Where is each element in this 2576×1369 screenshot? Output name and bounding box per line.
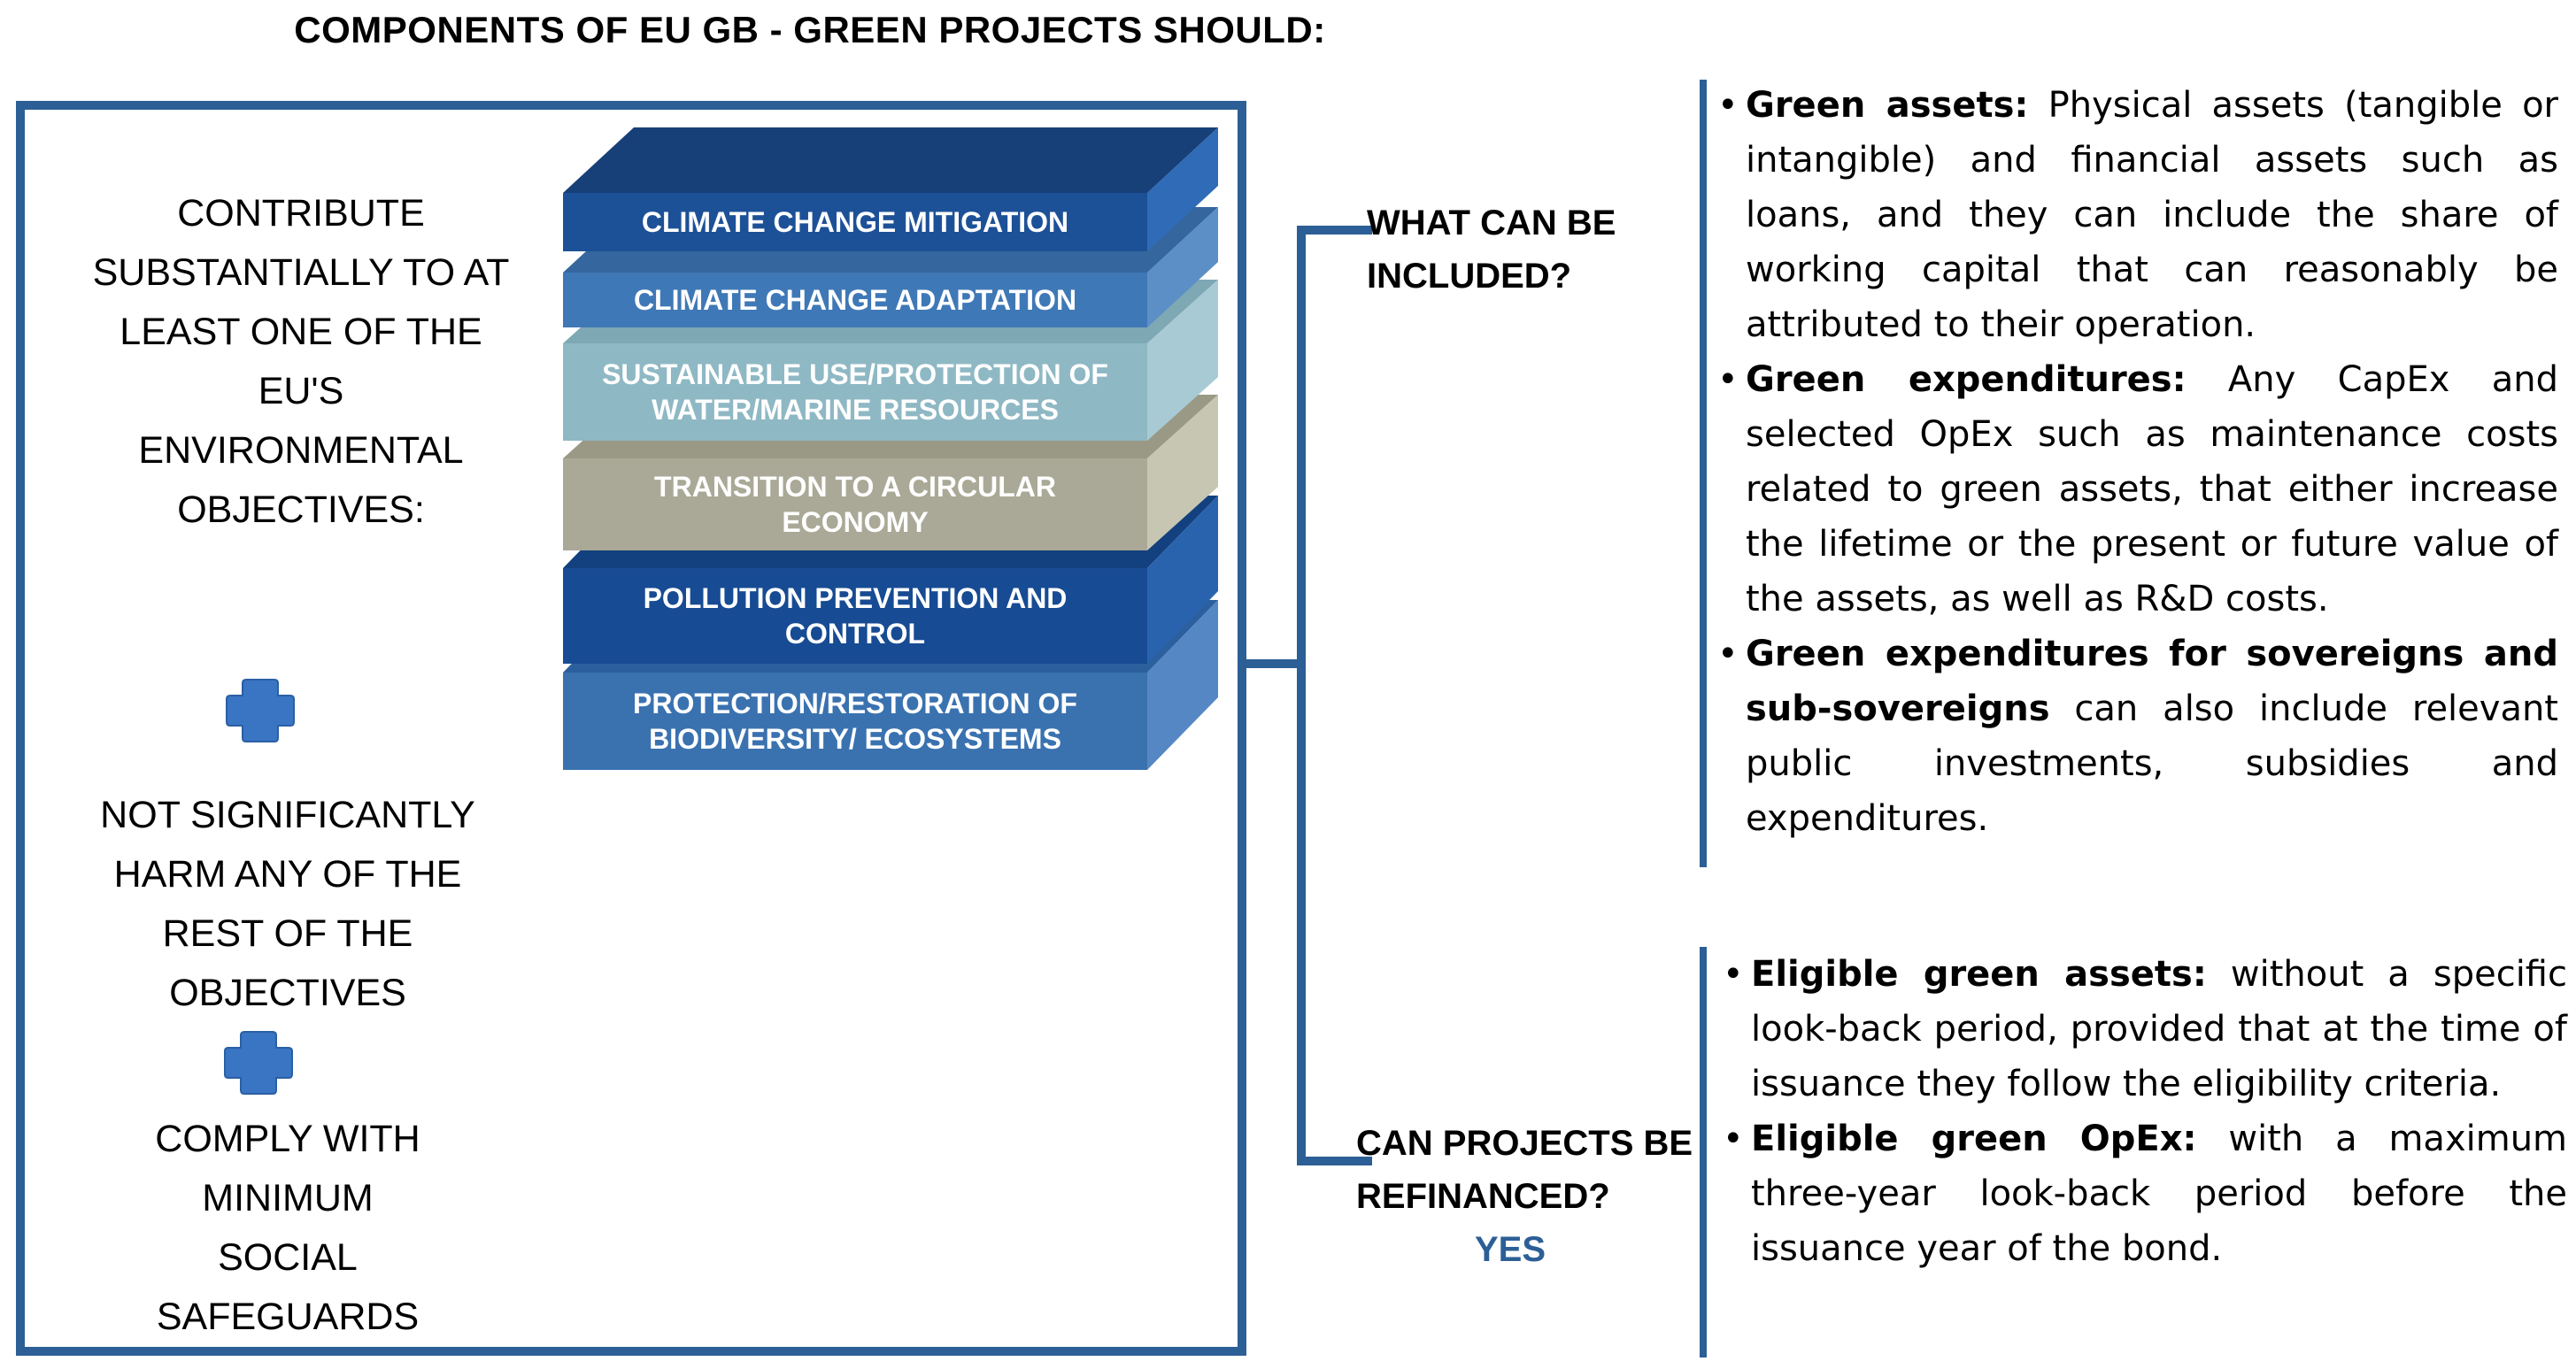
list-item: • Green assets: Physical assets (tangible or intangible) and financial assets such as loans, and they can include the share of working capital that can reasonably be attributed to their operation. — [1717, 78, 2558, 352]
objective-label: SUSTAINABLE USE/PROTECTION OF WATER/MARINE RESOURCES — [602, 358, 1108, 426]
refinance-list — [1723, 947, 2567, 1276]
refinanced-answer: YES — [1475, 1230, 1546, 1269]
included-rule — [1700, 80, 1707, 867]
plus-icon — [225, 676, 296, 745]
bracket-connector — [1239, 221, 1372, 1177]
plus-icon — [223, 1028, 294, 1097]
criterion-comply: COMPLY WITH MINIMUM SOCIAL SAFEGUARDS — [155, 1118, 420, 1338]
diagram-title: COMPONENTS OF EU GB - GREEN PROJECTS SHOULD: — [294, 9, 1326, 50]
objective-label: CLIMATE CHANGE ADAPTATION — [633, 284, 1077, 316]
objective-label: POLLUTION PREVENTION AND CONTROL — [643, 582, 1068, 650]
included-list — [1717, 78, 2558, 846]
list-item: • Eligible green OpEx: with a maximum three-year look-back period before the issuance year of the bond. — [1723, 1111, 2567, 1276]
question-refinanced: CAN PROJECTS BE REFINANCED? — [1356, 1124, 1693, 1216]
refinance-rule — [1700, 947, 1707, 1357]
criterion-not-harm: NOT SIGNIFICANTLY HARM ANY OF THE REST OF THE OBJECTIVES — [100, 794, 475, 1014]
objective-label: TRANSITION TO A CIRCULAR ECONOMY — [654, 471, 1056, 538]
objective-label: PROTECTION/RESTORATION OF BIODIVERSITY/ ECOSYSTEMS — [633, 688, 1077, 755]
list-item: • Eligible green assets: without a specific look-back period, provided that at the time of issuance they follow the eligibility criteria. — [1723, 947, 2567, 1111]
list-item: • Green expenditures for sovereigns and sub-sovereigns can also include relevant public investments, subsidies and expenditures. — [1717, 627, 2558, 846]
list-item: • Green expenditures: Any CapEx and selected OpEx such as maintenance costs related to green assets, that either increase the lifetime or the present or future value of the assets, as well as R&D costs. — [1717, 352, 2558, 627]
question-included: WHAT CAN BE INCLUDED? — [1367, 204, 1616, 296]
criterion-contribute: CONTRIBUTE SUBSTANTIALLY TO AT LEAST ONE OF THE EU'S ENVIRONMENTAL OBJECTIVES: — [92, 192, 510, 531]
objective-label: CLIMATE CHANGE MITIGATION — [641, 206, 1069, 238]
